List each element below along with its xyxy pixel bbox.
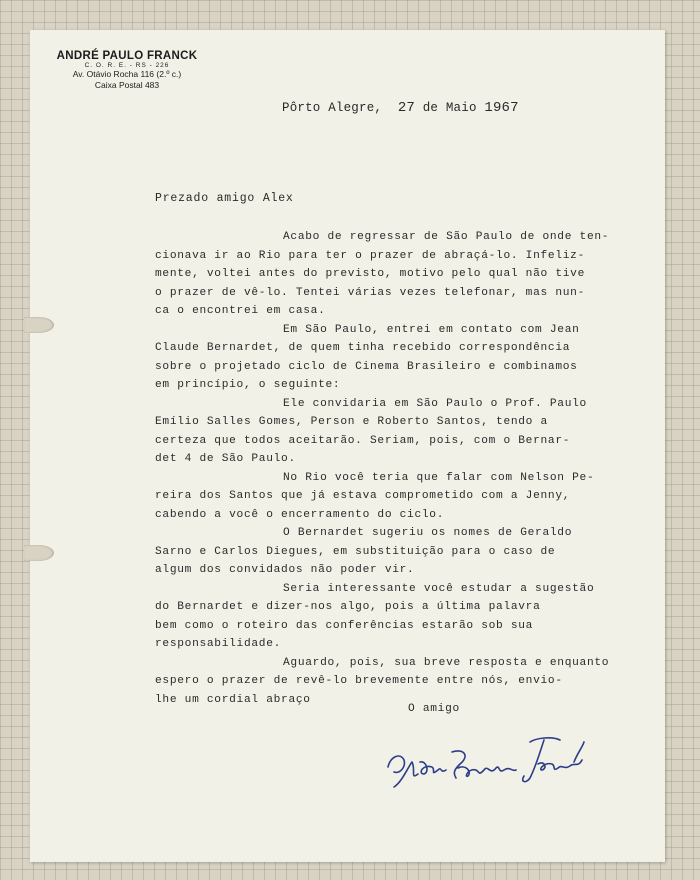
letterhead-address: Av. Otávio Rocha 116 (2.º c.) [72, 69, 182, 79]
punch-hole-bottom [24, 545, 54, 561]
letter-body [155, 228, 615, 709]
body-line: det 4 de São Paulo. [155, 453, 296, 465]
body-line: sobre o projetado ciclo de Cinema Brasileiro e combinamos [155, 360, 578, 373]
body-line: responsabilidade. [155, 638, 282, 650]
letterhead-name: ANDRÉ PAULO FRANCK [56, 50, 198, 62]
handwritten-signature [360, 712, 600, 802]
body-line: Claude Bernardet, de quem tinha recebido correspondência [155, 342, 571, 354]
body-line: cabendo a você o encerramento do ciclo. [155, 508, 445, 521]
body-line: Ele convidaria em São Paulo o Prof. Paulo [283, 397, 587, 410]
body-line: o prazer de vê-lo. Tentei várias vezes telefonar, mas nun- [155, 286, 585, 299]
date-year: 1967 [484, 100, 519, 116]
body-line: algum dos convidados não poder vir. [155, 564, 415, 576]
body-line: Aguardo, pois, sua breve resposta e enquanto [283, 656, 610, 669]
body-line: Em São Paulo, entrei em contato com Jean [283, 323, 580, 336]
date-city: Pôrto Alegre, [282, 101, 383, 115]
body-line: certeza que todos aceitarão. Seriam, pois, com o Bernar- [155, 434, 571, 447]
closing: O amigo [408, 703, 460, 715]
date-month: de Maio [422, 101, 477, 115]
body-line: mente, voltei antes do previsto, motivo pelo qual não tive [155, 268, 585, 280]
letter-date [282, 100, 519, 116]
body-line: espero o prazer de revê-lo brevemente entre nós, envio- [155, 675, 563, 687]
body-line: do Bernardet e dizer-nos algo, pois a última palavra [155, 601, 541, 613]
letterhead-postal: Caixa Postal 483 [94, 80, 160, 90]
body-line: ca o encontrei em casa. [155, 305, 326, 317]
body-line: Emílio Salles Gomes, Person e Roberto Santos, tendo a [155, 416, 548, 428]
body-line: cionava ir ao Rio para ter o prazer de abraçá-lo. Infeliz- [155, 249, 585, 262]
body-line: Seria interessante você estudar a sugestão [283, 582, 595, 595]
body-line: reira dos Santos que já estava comprometido com a Jenny, [155, 490, 571, 502]
body-line: Acabo de regressar de São Paulo de onde ten- [283, 231, 610, 243]
salutation: Prezado amigo Alex [155, 192, 294, 205]
letterhead [52, 50, 202, 91]
date-day: 27 [397, 100, 416, 116]
letterhead-registry: C. O. R. E. - RS - 226 [84, 62, 170, 69]
body-line: No Rio você teria que falar com Nelson Pe- [283, 471, 595, 484]
punch-hole-top [24, 317, 54, 333]
body-line: lhe um cordial abraço [155, 693, 311, 706]
body-line: Sarno e Carlos Diegues, em substituição para o caso de [155, 545, 556, 558]
body-line: em princípio, o seguinte: [155, 379, 341, 391]
body-line: bem como o roteiro das conferências estarão sob sua [155, 619, 534, 632]
body-line: O Bernardet sugeriu os nomes de Geraldo [283, 527, 573, 539]
